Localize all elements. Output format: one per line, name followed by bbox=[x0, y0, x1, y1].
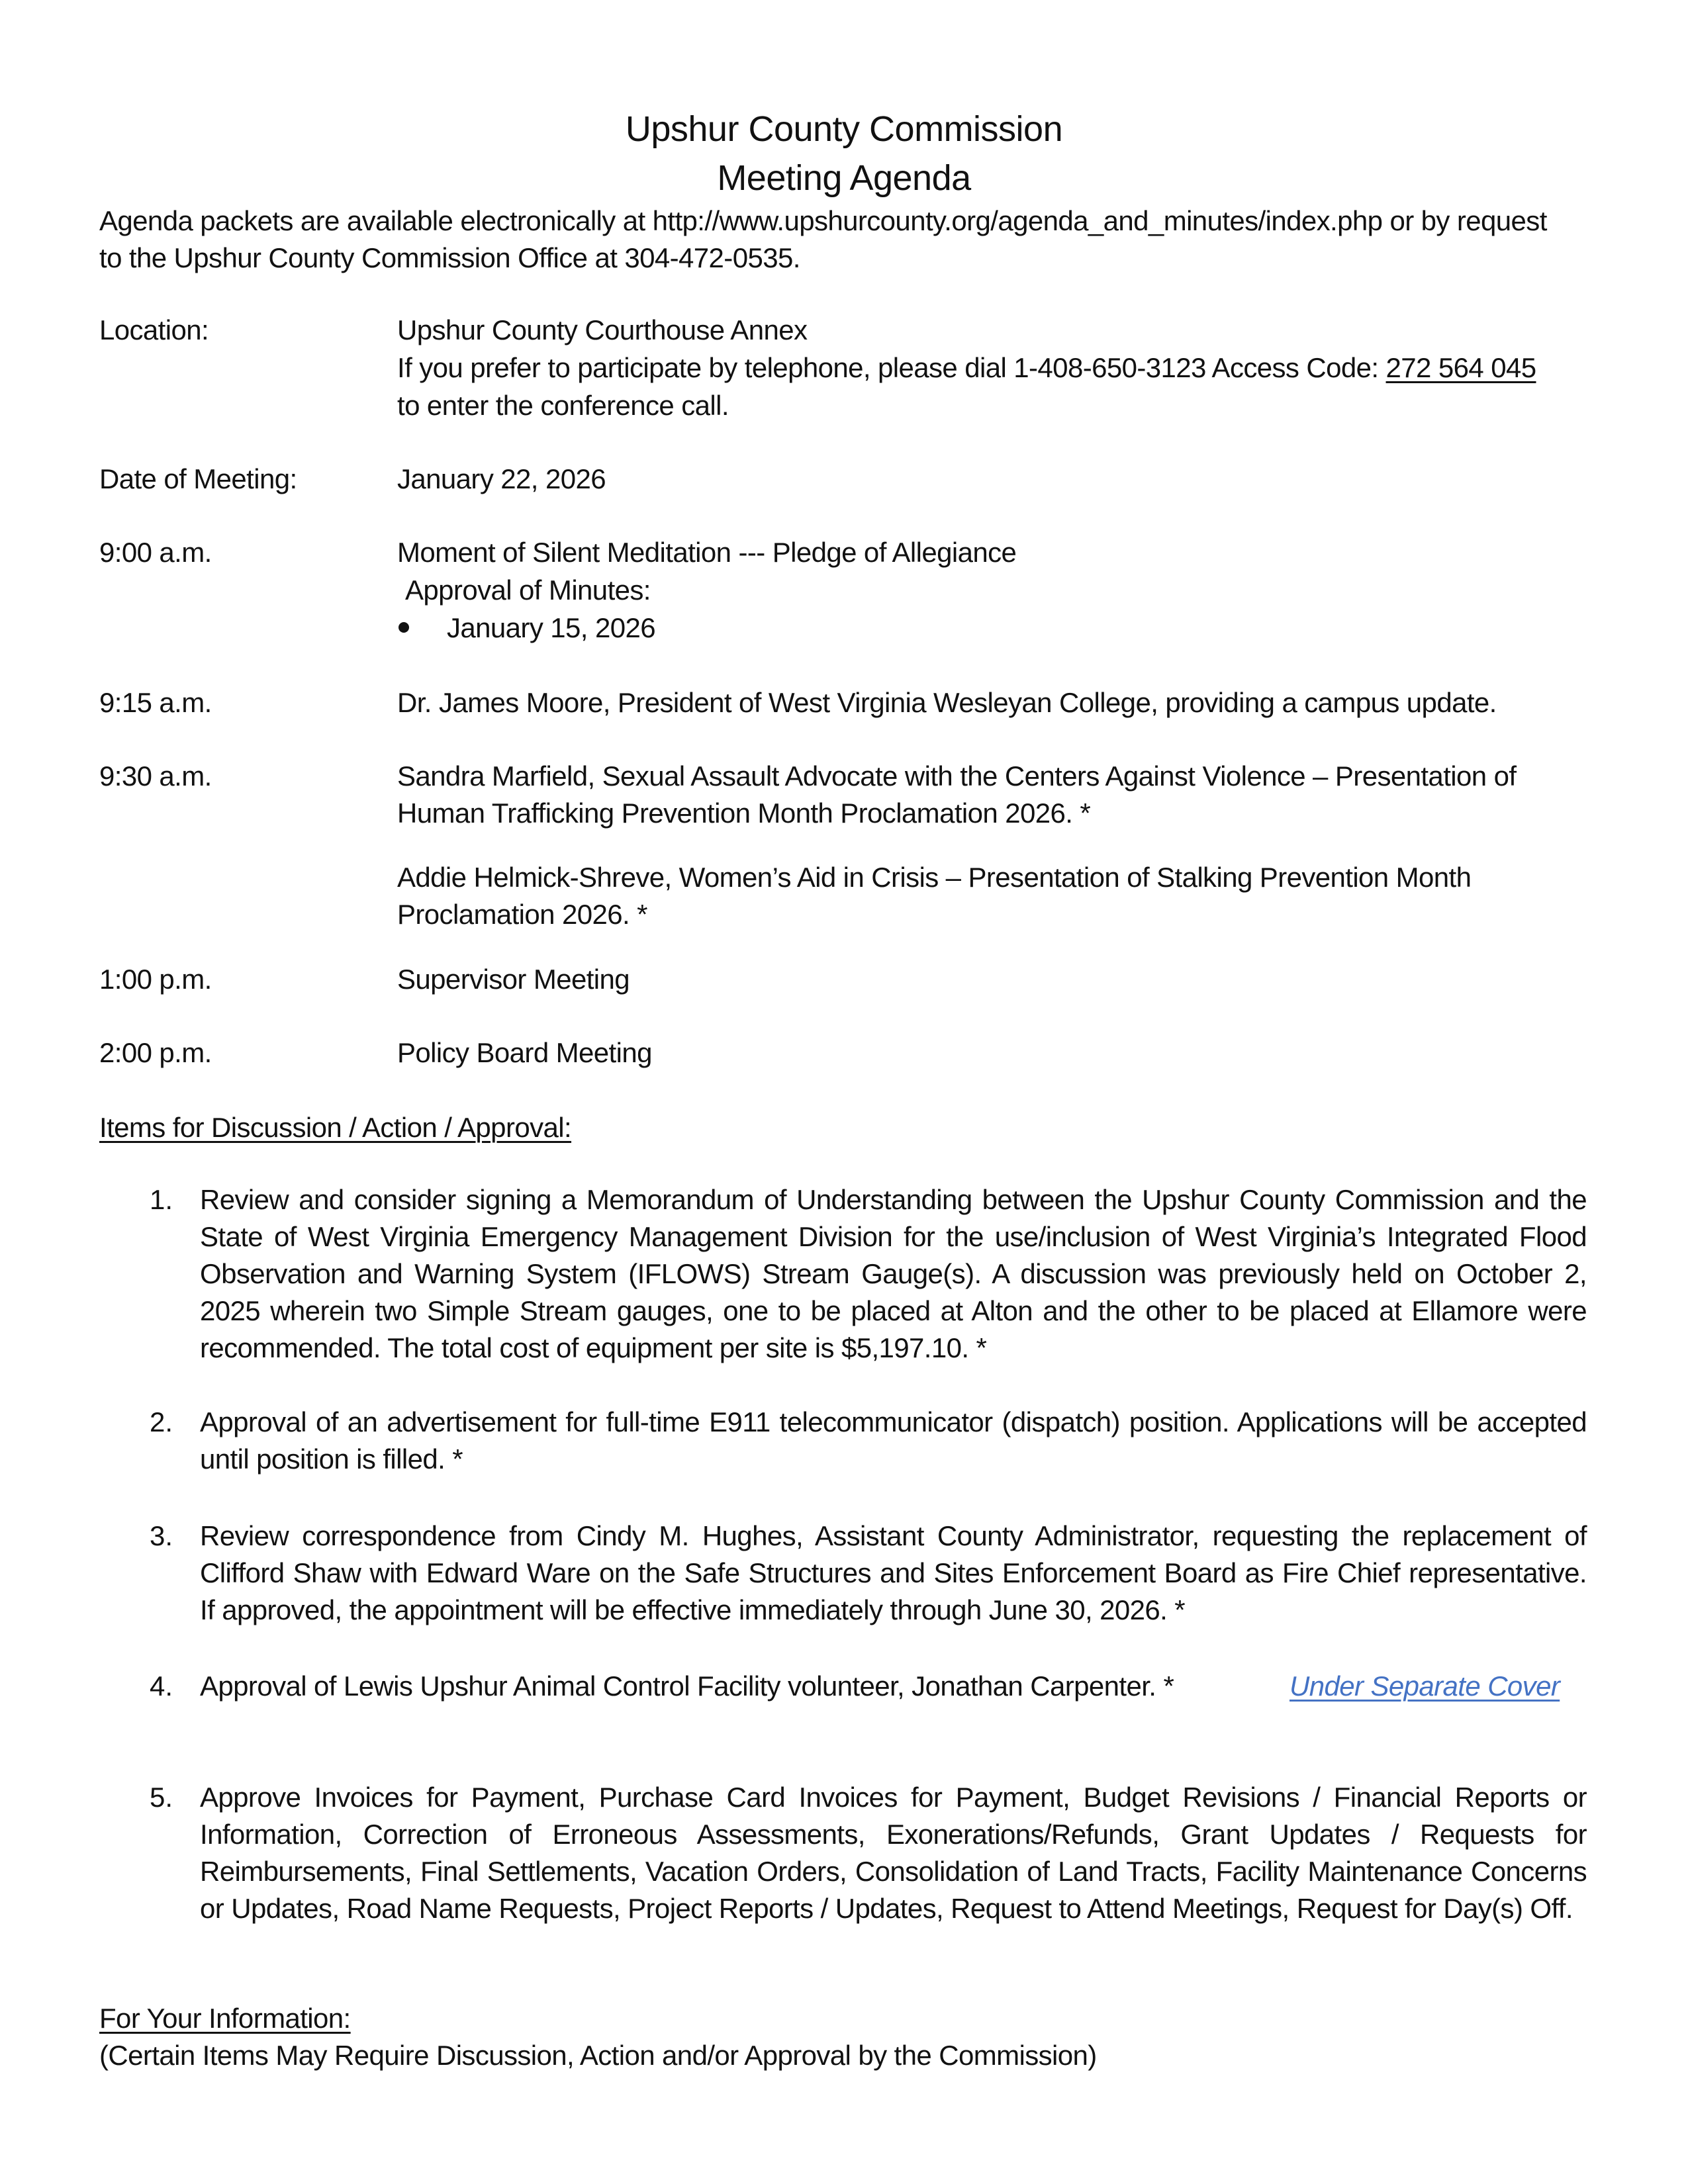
schedule-time: 1:00 p.m. bbox=[99, 964, 212, 995]
date-value: January 22, 2026 bbox=[397, 463, 606, 494]
item-number: 4. bbox=[150, 1670, 173, 1702]
schedule-item-campus-update: Dr. James Moore, President of West Virginia Wesleyan College, providing a campus update. bbox=[397, 687, 1497, 718]
item-number: 1. bbox=[150, 1184, 173, 1215]
schedule-item-approval-minutes: Approval of Minutes: bbox=[405, 574, 651, 606]
schedule-item-supervisor-meeting: Supervisor Meeting bbox=[397, 964, 630, 995]
item-number: 2. bbox=[150, 1406, 173, 1437]
agenda-item-e911-ad: Approval of an advertisement for full-time E911 telecommunicator (dispatch) position. Applications will be accepted until position is filled. * bbox=[200, 1406, 1587, 1475]
schedule-time: 9:15 a.m. bbox=[99, 687, 212, 718]
location-phone-line bbox=[397, 349, 1536, 387]
items-heading: Items for Discussion / Action / Approval: bbox=[99, 1112, 572, 1143]
agenda-item-routine-approvals: Approve Invoices for Payment, Purchase Card Invoices for Payment, Budget Revisions / Financial Reports or Information, Correction of Erroneous Assessments, Exonerations/Refunds, Grant Updates / Requests for Reimbursements, Final Settlements, Vacation Orders, Consolidation of Land Tracts, Facility Maintenance Concerns or Updates, Road Name Requests, Project Reports / Updates, Request to Attend Meetings, Request for Day(s) Off. bbox=[200, 1782, 1587, 1924]
agenda-item-iflows: Review and consider signing a Memorandum of Understanding between the Upshur County Commission and the State of West Virginia Emergency Management Division for the use/inclusion of West Virginia’s Integrated Flood Observation and Warning System (IFLOWS) Stream Gauge(s). A discussion was previously held on October 2, 2025 wherein two Simple Stream gauges, one to be placed at Alton and the other to be placed at Ellamore were recommended. The total cost of equipment per site is $5,197.10. * bbox=[200, 1184, 1587, 1363]
intro-line-2: to the Upshur County Commission Office at 304-472-0535. bbox=[99, 242, 800, 273]
phone-instructions: If you prefer to participate by telephone, please dial 1-408-650-3123 Access Code: bbox=[397, 352, 1386, 383]
schedule-item-meditation: Moment of Silent Meditation --- Pledge of Allegiance bbox=[397, 537, 1017, 568]
location-label: Location: bbox=[99, 314, 209, 345]
minutes-date: January 15, 2026 bbox=[447, 612, 655, 643]
fyi-note: (Certain Items May Require Discussion, Action and/or Approval by the Commission) bbox=[99, 2040, 1097, 2071]
item-number: 5. bbox=[150, 1782, 173, 1813]
date-label: Date of Meeting: bbox=[99, 463, 297, 494]
location-phone-end: to enter the conference call. bbox=[397, 390, 729, 421]
item-number: 3. bbox=[150, 1520, 173, 1551]
access-code: 272 564 045 bbox=[1385, 352, 1536, 383]
location-place: Upshur County Courthouse Annex bbox=[397, 314, 808, 345]
under-separate-cover-link[interactable]: Under Separate Cover bbox=[1289, 1670, 1560, 1702]
schedule-time: 2:00 p.m. bbox=[99, 1037, 212, 1068]
schedule-item-trafficking-proclamation: Sandra Marfield, Sexual Assault Advocate with the Centers Against Violence – Presentation of Human Trafficking Prevention Month Proclamation 2026. * bbox=[397, 760, 1517, 829]
agenda-item-animal-control: Approval of Lewis Upshur Animal Control Facility volunteer, Jonathan Carpenter. * bbox=[200, 1670, 1174, 1702]
intro-line-1: Agenda packets are available electronically at http://www.upshurcounty.org/agenda_and_minutes/index.php or by request bbox=[99, 205, 1547, 236]
schedule-time: 9:30 a.m. bbox=[99, 760, 212, 792]
agenda-item-board-replacement: Review correspondence from Cindy M. Hughes, Assistant County Administrator, requesting the replacement of Clifford Shaw with Edward Ware on the Safe Structures and Sites Enforcement Board as Fire Chief representative. If approved, the appointment will be effective immediately through June 30, 2026. * bbox=[200, 1520, 1587, 1625]
schedule-time: 9:00 a.m. bbox=[99, 537, 212, 568]
page-subtitle: Meeting Agenda bbox=[717, 158, 971, 198]
fyi-heading: For Your Information: bbox=[99, 2003, 351, 2034]
schedule-item-policy-board: Policy Board Meeting bbox=[397, 1037, 652, 1068]
page-title: Upshur County Commission bbox=[625, 109, 1063, 149]
schedule-item-stalking-proclamation: Addie Helmick-Shreve, Women’s Aid in Crisis – Presentation of Stalking Prevention Month Proclamation 2026. * bbox=[397, 862, 1472, 930]
bullet-icon bbox=[399, 622, 409, 633]
